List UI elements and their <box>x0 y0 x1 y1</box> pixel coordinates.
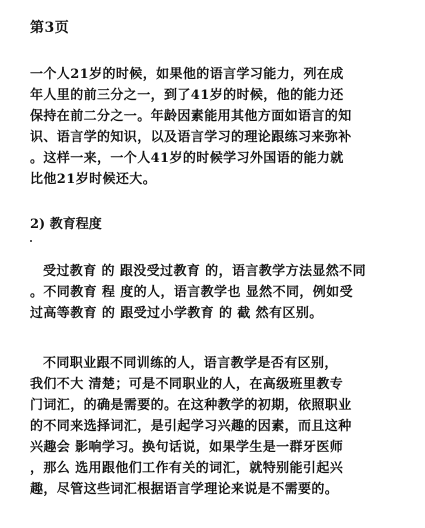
paragraph-line: 趣，尽管这些词汇根据语言学理论来说是不需要的。 <box>30 482 339 497</box>
paragraph-line: 我们不大 清楚；可是不同职业的人，在高级班里教专 <box>30 377 344 392</box>
paragraph-occupation <box>30 353 395 500</box>
paragraph-line: 保持在前二分之一。年龄因素能用其他方面如语言的知 <box>30 109 352 124</box>
paragraph-line: 受过教育 的 跟没受过教育 的，语言教学方法显然不同 <box>43 264 366 279</box>
paragraph-age-factor <box>30 64 395 190</box>
page-number: 第3页 <box>30 20 70 36</box>
paragraph-line: 。这样一来，一个人41岁的时候学习外国语的能力就 <box>30 151 344 166</box>
paragraph-line: 年人里的前三分之一，到了41岁的时候，他的能力还 <box>30 88 344 103</box>
paragraph-line: 比他21岁时候还大。 <box>30 172 157 187</box>
paragraph-line: 一个人21岁的时候，如果他的语言学习能力，列在成 <box>30 67 344 82</box>
paragraph-line: 不同职业跟不同训练的人，语言教学是否有区别， <box>43 356 338 371</box>
paragraph-line: ，那么 选用跟他们工作有关的词汇，就特别能引起兴 <box>30 461 344 476</box>
paragraph-education-level <box>30 261 395 324</box>
paragraph-line: 兴趣会 影响学习。换句话说，如果学生是一群牙医师 <box>30 440 344 455</box>
paragraph-line: 的不同来选择词汇，是引起学习兴趣的因素，而且这种 <box>30 419 352 434</box>
stray-mark <box>30 240 32 242</box>
paragraph-line: 。不同教育 程 度的人，语言教学也 显然不同，例如受 <box>30 285 353 300</box>
paragraph-line: 门词汇，的确是需要的。在这种教学的初期，依照职业 <box>30 398 352 413</box>
section-heading: 2) 教育程度 <box>30 217 102 232</box>
paragraph-line: 过高等教育 的 跟受过小学教育 的 截 然有区别。 <box>30 306 323 321</box>
paragraph-line: 识、语言学的知识，以及语言学习的理论跟练习来弥补 <box>30 130 352 145</box>
